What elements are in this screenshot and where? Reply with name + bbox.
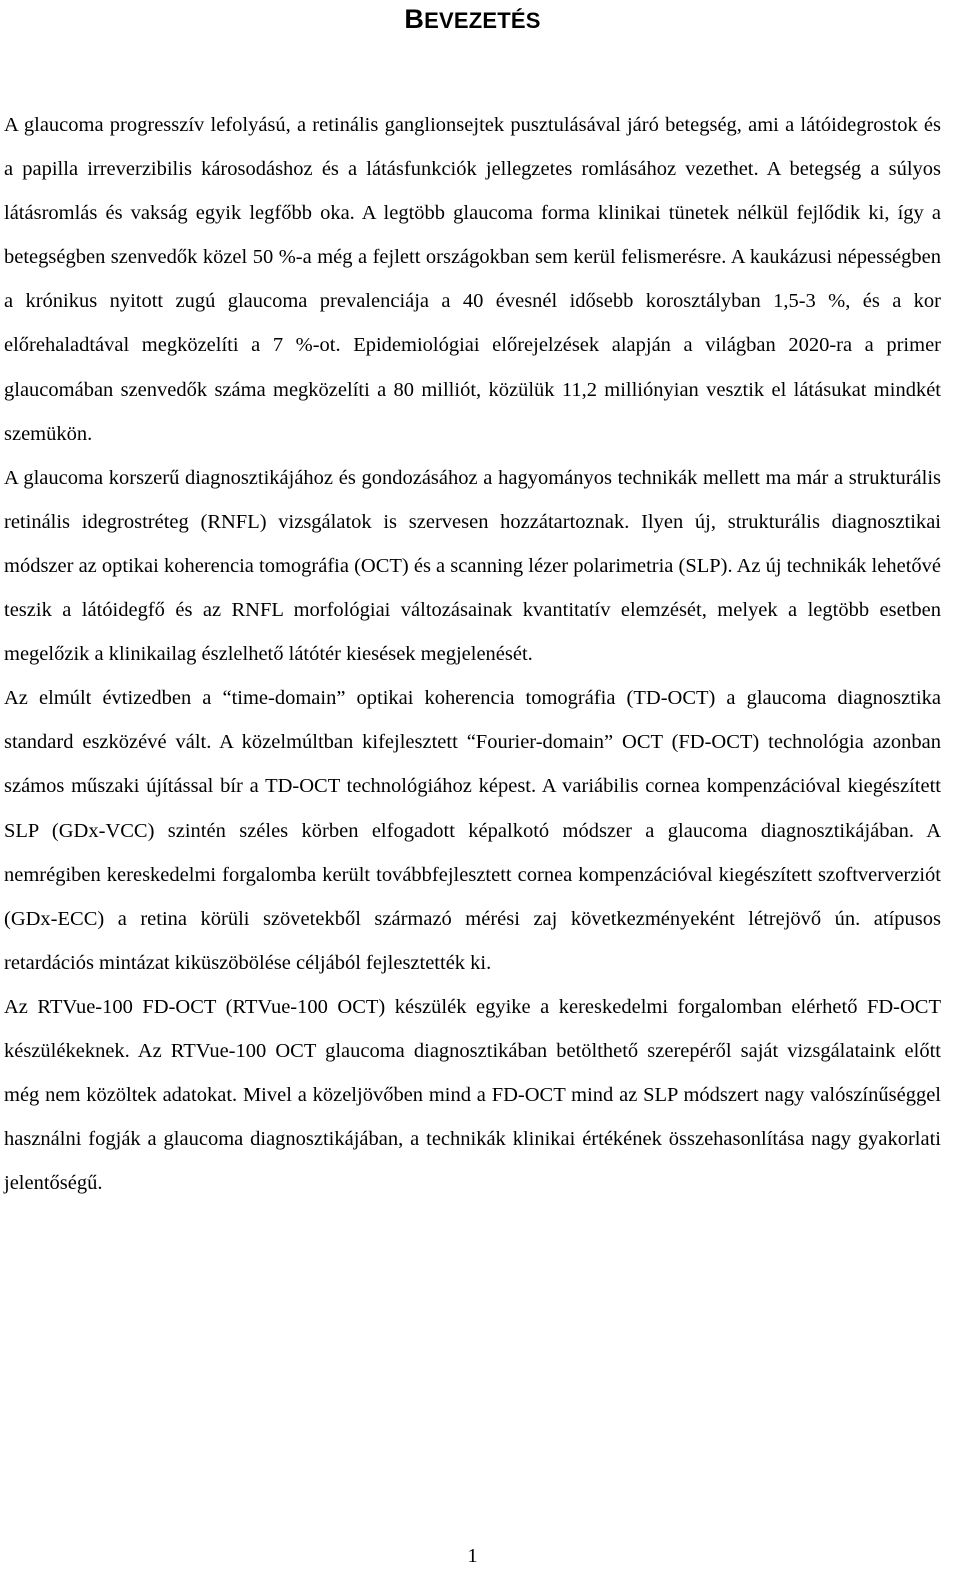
paragraph-3: Az elmúlt évtizedben a “time-domain” optikai koherencia tomográfia (TD-OCT) a glaucoma diagnosztika standard eszközévé vált. A közelmúltban kifejlesztett “Fourier-domain” OCT (FD-OCT) technológia azonban számos műszaki újítással bír a TD-OCT technológiához képest. A variábilis cornea kompenzációval kiegészített SLP (GDx-VCC) szintén széles körben elfogadott képalkotó módszer a glaucoma diagnosztikájában. A nemrégiben kereskedelmi forgalomba került továbbfejlesztett cornea kompenzációval kiegészített szoftververziót (GDx-ECC) a retina körüli szövetekből származó mérési zaj következményeként létrejövő ún. atípusos retardációs mintázat kiküszöbölése céljából fejlesztették ki. xyxy=(4,687,941,974)
title-rest: EVEZETÉS xyxy=(424,8,541,33)
body-text xyxy=(4,103,941,1205)
document-page xyxy=(4,0,941,1594)
paragraph-1: A glaucoma progresszív lefolyású, a retinális ganglionsejtek pusztulásával járó betegség, ami a látóidegrostok és a papilla irreverzibilis károsodáshoz és a látásfunkciók jellegzetes romlásához vezethet. A betegség a súlyos látásromlás és vakság egyik legfőbb oka. A legtöbb glaucoma forma klinikai tünetek nélkül fejlődik ki, így a betegségben szenvedők közel 50 %-a még a fejlett országokban sem kerül felismerésre. A kaukázusi népességben a krónikus nyitott zugú glaucoma prevalenciája a 40 évesnél idősebb korosztályban 1,5-3 %, és a kor előrehaladtával megközelíti a 7 %-ot. Epidemiológiai előrejelzések alapján a világban 2020-ra a primer glaucomában szenvedők száma megközelíti a 80 milliót, közülük 11,2 milliónyian vesztik el látásukat mindkét szemükön. xyxy=(4,114,941,445)
page-title xyxy=(4,2,941,38)
title-first-letter: B xyxy=(404,4,425,34)
page-number: 1 xyxy=(467,1545,478,1567)
paragraph-2: A glaucoma korszerű diagnosztikájához és gondozásához a hagyományos technikák mellett ma már a strukturális retinális idegrostréteg (RNFL) vizsgálatok is szervesen hozzátartoznak. Ilyen új, strukturális diagnosztikai módszer az optikai koherencia tomográfia (OCT) és a scanning lézer polarimetria (SLP). Az új technikák lehetővé teszik a látóidegfő és az RNFL morfológiai változásainak kvantitatív elemzését, melyek a legtöbb esetben megelőzik a klinikailag észlelhető látótér kiesések megjelenését. xyxy=(4,466,941,666)
paragraph-4: Az RTVue-100 FD-OCT (RTVue-100 OCT) készülék egyike a kereskedelmi forgalomban elérhető FD-OCT készülékeknek. Az RTVue-100 OCT glaucoma diagnosztikában betölthető szerepéről saját vizsgálataink előtt még nem közöltek adatokat. Mivel a közeljövőben mind a FD-OCT mind az SLP módszert nagy valószínűséggel használni fogják a glaucoma diagnosztikájában, a technikák klinikai értékének összehasonlítása nagy gyakorlati jelentőségű. xyxy=(4,995,941,1195)
